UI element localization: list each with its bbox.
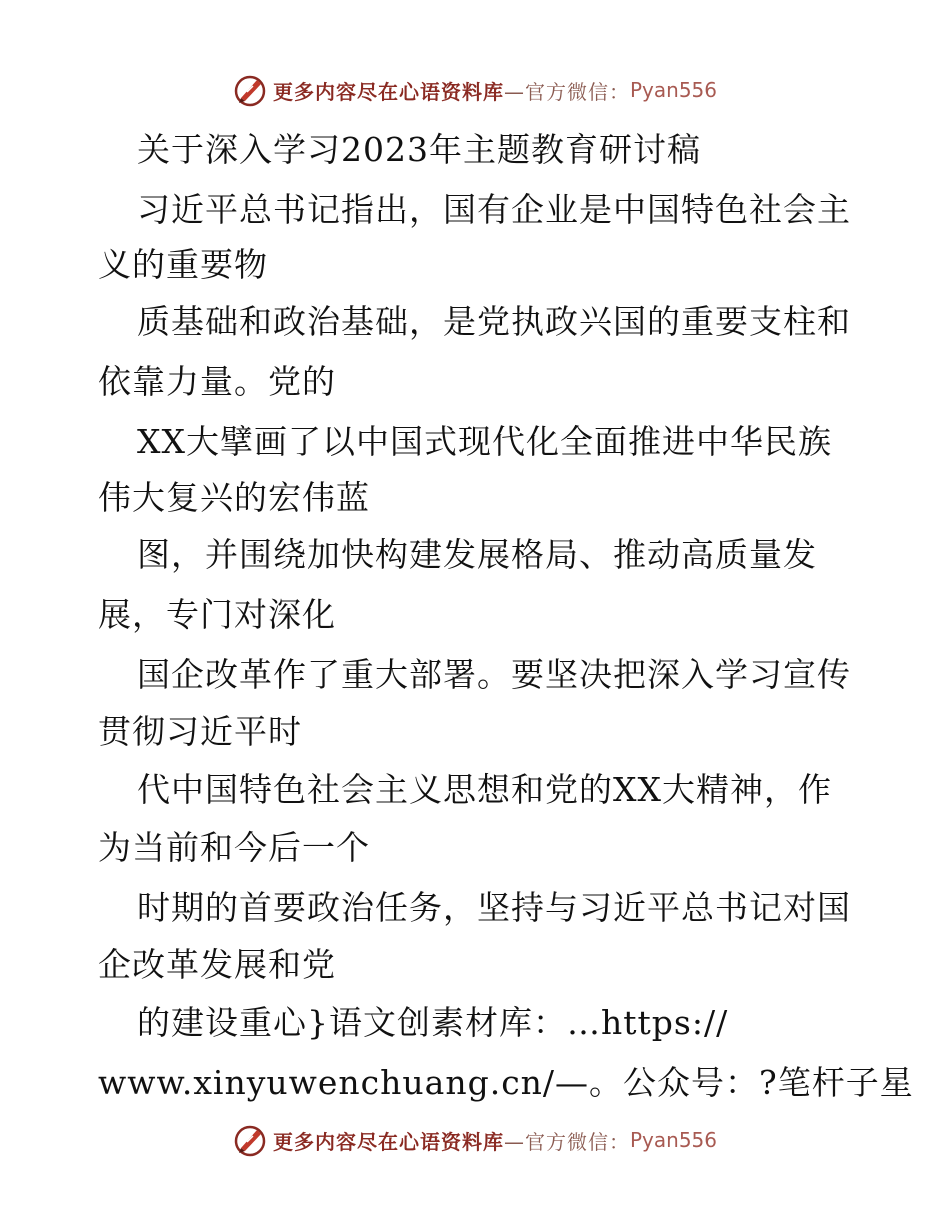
paragraph-line: 的建设重心}语文创素材库：…https:// <box>137 1003 729 1042</box>
watermark-official-text: —官方微信： <box>503 1129 630 1154</box>
paragraph-line: 质基础和政治基础，是党执政兴国的重要支柱和 <box>137 302 851 341</box>
paragraph-line: 企改革发展和党 <box>98 945 336 984</box>
watermark-main-text: 更多内容尽在心语资料库 <box>272 79 504 104</box>
paragraph-line: 依靠力量。党的 <box>98 362 336 401</box>
paragraph-line: 伟大复兴的宏伟蓝 <box>98 478 370 517</box>
paragraph-line: 贯彻习近平时 <box>98 712 302 751</box>
paragraph-line: 习近平总书记指出，国有企业是中国特色社会主 <box>137 190 851 229</box>
paragraph-line: 国企改革作了重大部署。要坚决把深入学习宣传 <box>137 655 851 694</box>
paragraph-line: 展，专门对深化 <box>98 595 336 634</box>
document-title: 关于深入学习2023年主题教育研讨稿 <box>137 130 701 169</box>
paragraph-line: XX大擘画了以中国式现代化全面推进中华民族 <box>137 422 832 461</box>
paragraph-line: 为当前和今后一个 <box>98 828 370 867</box>
watermark-official-text: —官方微信： <box>503 79 630 104</box>
watermark-main-text: 更多内容尽在心语资料库 <box>272 1129 504 1154</box>
paragraph-line: www.xinyuwenchuang.cn/—。公众号：?笔杆子星 <box>98 1063 914 1102</box>
paragraph-line: 代中国特色社会主义思想和党的XX大精神，作 <box>137 770 832 809</box>
footer-watermark <box>0 1120 950 1160</box>
paragraph-line: 图，并围绕加快构建发展格局、推动高质量发 <box>137 535 817 574</box>
pen-logo-icon <box>233 1122 269 1158</box>
watermark-wechat-id: Pyan556 <box>629 1128 717 1152</box>
watermark-wechat-id: Pyan556 <box>629 78 717 102</box>
paragraph-line: 义的重要物 <box>98 245 268 284</box>
paragraph-line: 时期的首要政治任务，坚持与习近平总书记对国 <box>137 888 851 927</box>
